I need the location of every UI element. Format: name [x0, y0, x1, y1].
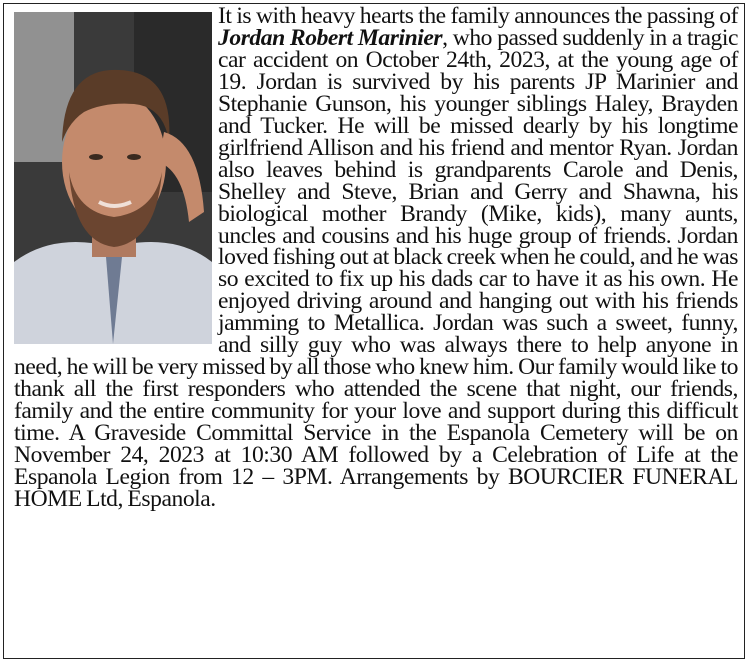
obituary-intro: It is with heavy hearts the family announces the passing of — [218, 3, 738, 29]
photo-spacer — [14, 6, 218, 345]
deceased-name: Jordan Robert Marinier — [218, 24, 443, 51]
obituary-text — [14, 3, 738, 512]
obituary-body: , who passed suddenly in a tragic car accident on October 24th, 2023, at the young age of 19. Jordan is survived by his parents JP Marinier and Stephanie Gunson, his younger siblings Haley, Brayden and Tucker. He will be missed dearly by his longtime girlfriend Allison and his friend and mentor Ryan. Jordan also leaves behind is grandparents Carole and Denis, Shelley and Steve, Brian and Gerry and Shawna, his biological mother Brandy (Mike, kids), many aunts, uncles and cousins and his huge group of friends. Jordan loved fishing out at black creek when he could, and he was so excited to fix up his dads car to have it as his own. He enjoyed driving around and hanging out with his friends jamming to Metallica. Jordan was such a sweet, funny, and silly guy who was always there to help anyone in need, he will be very missed by all those who knew him. Our family would like to thank all the first responders who attended the scene that night, our friends, family and the entire community for your love and support during this difficult time. A Graveside Committal Service in the Espanola Cemetery will be on November 24, 2023 at 10:30 AM followed by a Celebration of Life at the Espanola Legion from 12 – 3PM. Arrangements by BOURCIER FUNERAL HOME Ltd, Espanola. — [14, 24, 738, 512]
